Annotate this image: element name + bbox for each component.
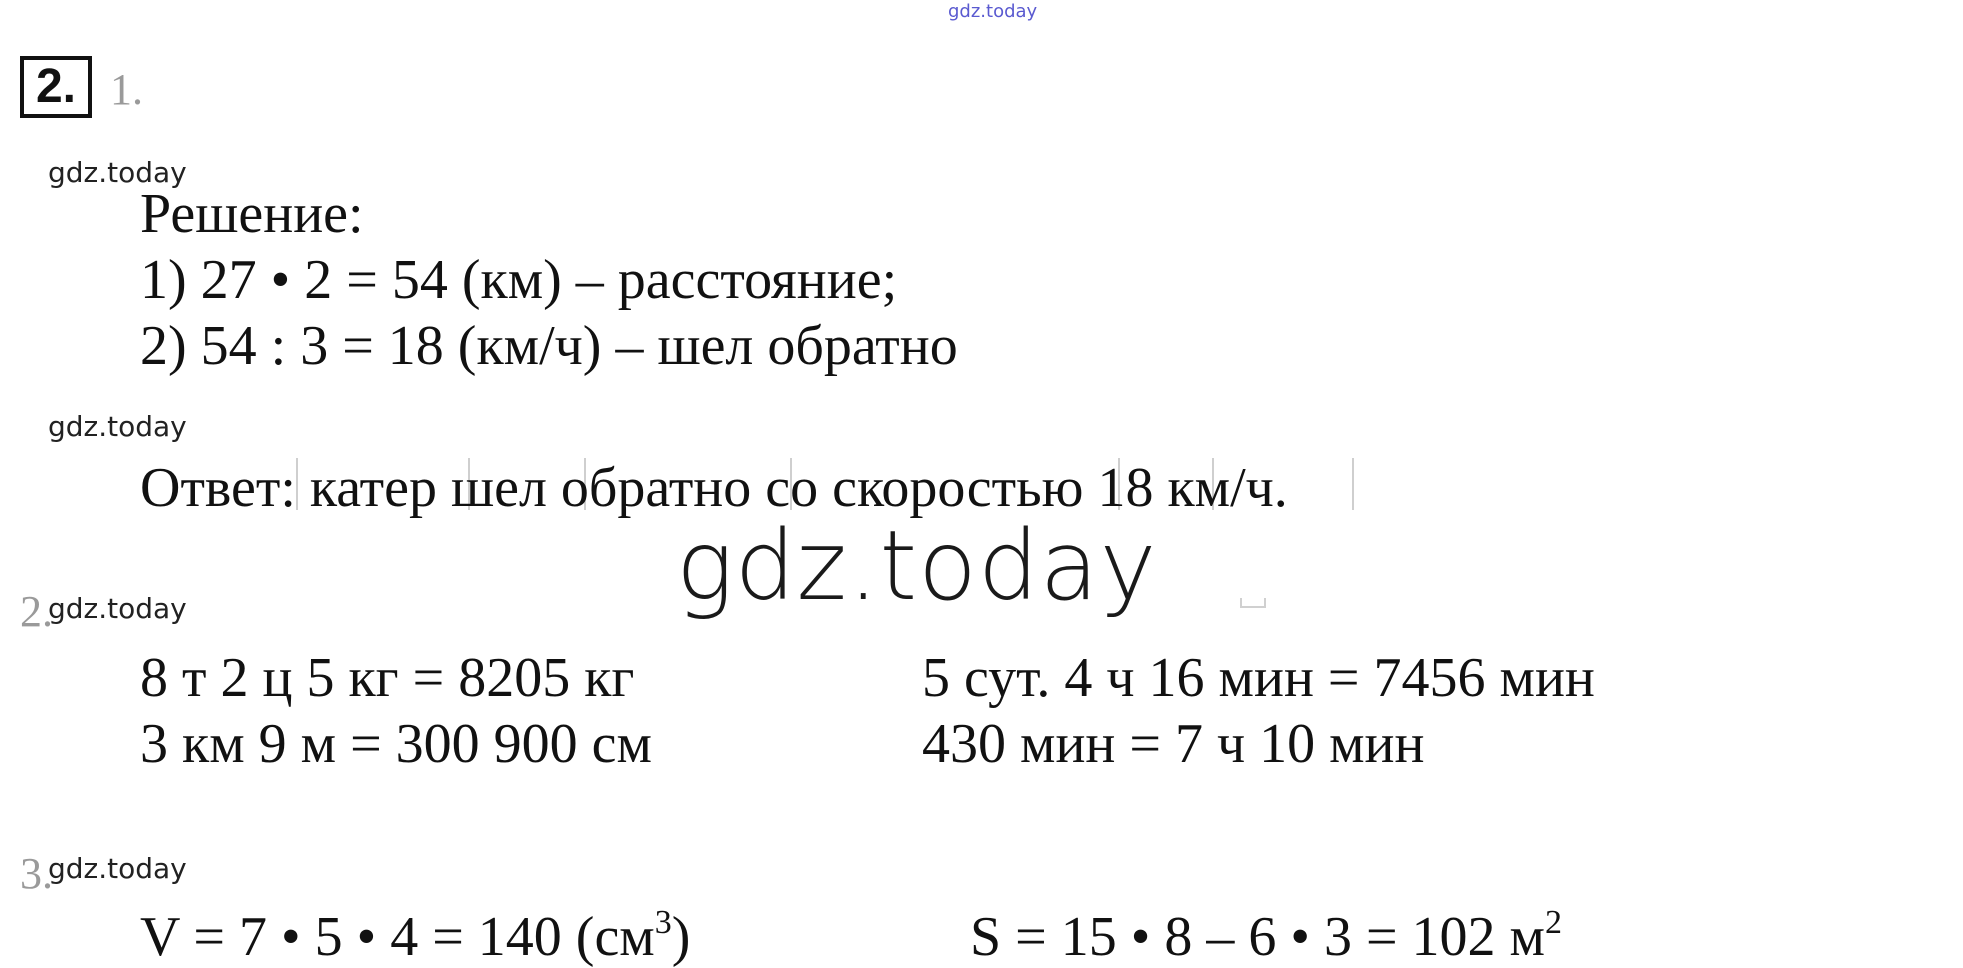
task-number-3: 3. <box>20 849 53 898</box>
top-watermark: gdz.today <box>948 1 1038 22</box>
volume-expression: V = 7 • 5 • 4 = 140 (см <box>140 906 655 968</box>
watermark-4: gdz.today <box>48 852 187 885</box>
solution-step-2: 2) 54 : 3 = 18 (км/ч) – шел обратно <box>140 315 958 377</box>
area-formula <box>970 904 1562 968</box>
solution-label: Решение: <box>140 183 364 245</box>
center-watermark: gdz.today <box>676 510 1158 622</box>
conversion-right-1: 5 сут. 4 ч 16 мин = 7456 мин <box>922 647 1595 709</box>
task-number-2: 2. <box>20 587 53 636</box>
watermark-1: gdz.today <box>48 156 187 189</box>
exercise-number-badge: 2. <box>20 56 92 118</box>
conversion-left-1: 8 т 2 ц 5 кг = 8205 кг <box>140 647 635 709</box>
watermark-3: gdz.today <box>48 592 187 625</box>
conversion-left-2: 3 км 9 м = 300 900 см <box>140 713 652 775</box>
task-number-1: 1. <box>110 65 143 114</box>
volume-exponent: 3 <box>654 904 672 941</box>
solution-step-1: 1) 27 • 2 = 54 (км) – расстояние; <box>140 249 898 311</box>
answer-line: Ответ: катер шел обратно со скоростью 18 км/ч. <box>140 457 1288 519</box>
area-exponent: 2 <box>1544 904 1562 941</box>
conversion-right-2: 430 мин = 7 ч 10 мин <box>922 713 1425 775</box>
faint-mark <box>1352 458 1354 510</box>
volume-formula <box>140 904 691 968</box>
volume-close-paren: ) <box>671 906 691 968</box>
small-bracket-mark <box>1240 598 1266 608</box>
watermark-2: gdz.today <box>48 410 187 443</box>
area-expression: S = 15 • 8 – 6 • 3 = 102 м <box>970 906 1545 968</box>
